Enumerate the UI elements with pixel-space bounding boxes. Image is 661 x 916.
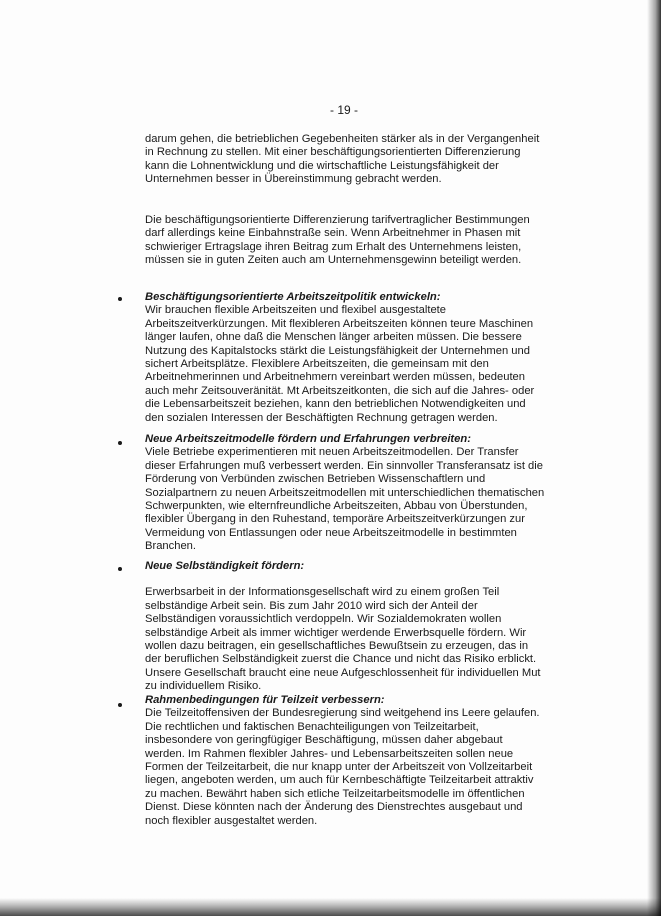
page-number: - 19 - xyxy=(330,103,359,117)
paragraph xyxy=(145,133,545,187)
section-heading: Rahmenbedingungen für Teilzeit verbessern: xyxy=(145,694,385,706)
section-heading: Beschäftigungsorientierte Arbeitszeitpolitik entwickeln: xyxy=(145,291,441,303)
section xyxy=(145,433,545,554)
paragraph-text: Die beschäftigungsorientierte Differenzierung tarifvertraglicher Bestimmungen darf allerdings keine Einbahnstraße sein. Wenn Arbeitnehmer in Phasen mit schwieriger Ertragslage ihren Beitrag zum Erhalt des Unternehmens leisten, müssen sie in guten Zeiten auch am Unternehmensgewinn beteiligt werden. xyxy=(145,214,530,267)
bullet-icon xyxy=(118,297,122,301)
bullet-icon xyxy=(118,567,122,571)
section-body: Erwerbsarbeit in der Informationsgesellschaft wird zu einem großen Teil selbständige Arbeit sein. Bis zum Jahr 2010 wird sich der Anteil der Selbständigen voraussichtlich verdoppeln. Wir Sozialdemokraten wollen selbständige Arbeit als immer wichtiger werdende Erwerbsquelle fördern. Wir wollen dazu beitragen, ein gesellschaftliches Bewußtsein zu erzeugen, das in der beruflichen Selbständigkeit zuerst die Chance und nicht das Risiko erblickt. Unsere Gesellschaft braucht eine neue Aufgeschlossenheit für individuellen Mut zu individuellem Risiko. xyxy=(145,586,541,693)
bullet-icon xyxy=(118,441,122,445)
section xyxy=(145,694,545,828)
section-body: Die Teilzeitoffensiven der Bundesregierung sind weitgehend ins Leere gelaufen. Die rechtlichen und faktischen Benachteiligungen von Teilzeitarbeit, insbesondere von geringfügiger Beschäftigung, müssen daher abgebaut werden. Im Rahmen flexibler Jahres- und Lebensarbeitszeiten sollen neue Formen der Teilzeitarbeit, die nur knapp unter der Arbeitszeit von Vollzeitarbeit liegen, angeboten werden, um auch für Kernbeschäftigte Teilzeitarbeit attraktiv zu machen. Bewährt haben sich etliche Teilzeitarbeitsmodelle im öffentlichen Dienst. Diese könnten nach der Änderung des Dienstrechtes ausgebaut und noch flexibler ausgestaltet werden. xyxy=(145,707,540,827)
bullet-icon xyxy=(118,703,122,707)
section xyxy=(145,291,545,425)
paragraph-text: darum gehen, die betrieblichen Gegebenheiten stärker als in der Vergangenheit in Rechnung zu stellen. Mit einer beschäftigungsorientierten Differenzierung kann die Lohnentwicklung und die wirtschaftliche Leistungsfähigkeit der Unternehmen besser in Übereinstimmung gebracht werden. xyxy=(145,133,540,186)
section xyxy=(145,560,545,694)
section-body: Viele Betriebe experimentieren mit neuen Arbeitszeitmodellen. Der Transfer dieser Erfahrungen muß verbessert werden. Ein sinnvoller Transferansatz ist die Förderung von Verbünden zwischen Betrieben Wissenschaftlern und Sozialpartnern zu neuen Arbeitszeitmodellen mit unterschiedlichen thematischen Schwerpunkten, wie elternfreundliche Arbeitszeiten, Abbau von Überstunden, flexibler Übergang in den Ruhestand, temporäre Arbeitszeitverkürzungen zur Vermeidung von Entlassungen oder neue Arbeitszeitmodelle in bestimmten Branchen. xyxy=(145,446,545,553)
section-heading: Neue Selbständigkeit fördern: xyxy=(145,560,305,572)
paragraph xyxy=(145,214,545,268)
section-body: Wir brauchen flexible Arbeitszeiten und flexibel ausgestaltete Arbeitszeitverkürzungen. Mit flexibleren Arbeitszeiten können teure Maschinen länger laufen, ohne daß die Menschen länger arbeiten müssen. Die bessere Nutzung des Kapitalstocks stärkt die Leistungsfähigkeit der Unternehmen und sichert Arbeitsplätze. Flexiblere Arbeitszeiten, die gemeinsam mit den Arbeitnehmerinnen und Arbeitnehmern vereinbart werden müssen, bedeuten auch mehr Zeitsouveränität. Mt Arbeitszeitkonten, die sich auf die Jahres- oder die Lebensarbeitszeit beziehen, kann den betrieblichen Notwendigkeiten und den sozialen Interessen der Beschäftigten Rechnung getragen werden. xyxy=(145,304,535,424)
section-heading: Neue Arbeitszeitmodelle fördern und Erfahrungen verbreiten: xyxy=(145,433,471,445)
